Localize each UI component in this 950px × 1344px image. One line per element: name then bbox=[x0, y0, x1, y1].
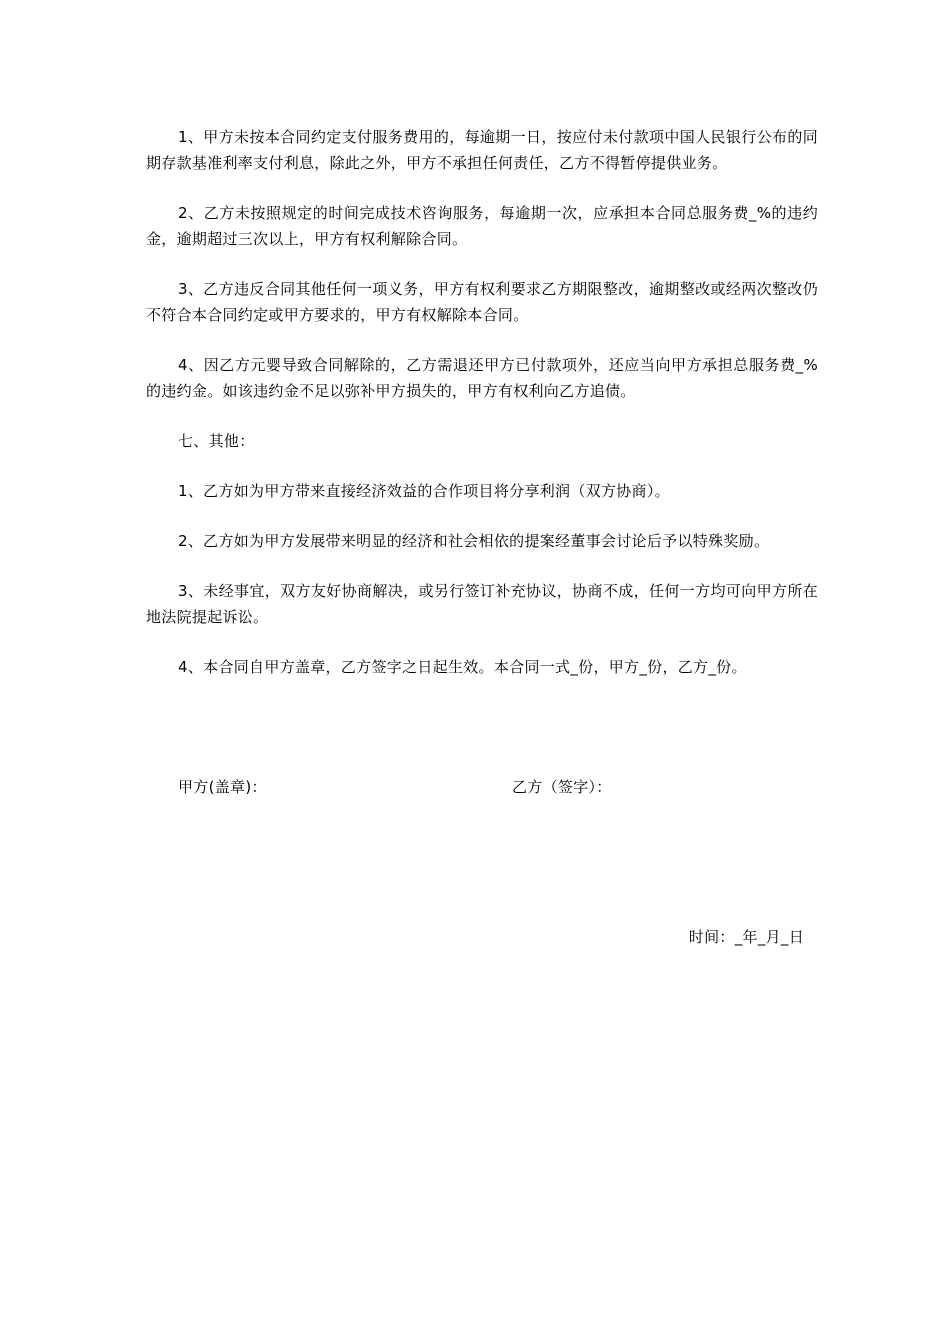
breach-clause-3: 3、乙方违反合同其他任何一项义务，甲方有权利要求乙方期限整改，逾期整改或经两次整改仍不符合本合同约定或甲方要求的，甲方有权解除本合同。 bbox=[146, 280, 818, 324]
other-clause-4: 4、本合同自甲方盖章，乙方签字之日起生效。本合同一式_份，甲方_份，乙方_份。 bbox=[178, 658, 747, 676]
contract-body bbox=[146, 124, 818, 704]
date-line: 时间：_年_月_日 bbox=[688, 928, 804, 946]
other-clause-1: 1、乙方如为甲方带来直接经济效益的合作项目将分享利润（双方协商）。 bbox=[178, 482, 670, 500]
party-a-signature-label: 甲方(盖章)： bbox=[178, 778, 267, 796]
party-b-signature-label: 乙方（签字）： bbox=[512, 778, 612, 796]
breach-clause-2: 2、乙方未按照规定的时间完成技术咨询服务，每逾期一次，应承担本合同总服务费_%的违约金，逾期超过三次以上，甲方有权利解除合同。 bbox=[146, 204, 818, 248]
other-clause-3: 3、未经事宜，双方友好协商解决，或另行签订补充协议，协商不成，任何一方均可向甲方所在地法院提起诉讼。 bbox=[146, 582, 818, 626]
section-other-heading: 七、其他： bbox=[178, 432, 255, 450]
breach-clause-1: 1、甲方未按本合同约定支付服务费用的，每逾期一日，按应付未付款项中国人民银行公布的同期存款基准利率支付利息，除此之外，甲方不承担任何责任，乙方不得暂停提供业务。 bbox=[146, 128, 818, 172]
breach-clause-4: 4、因乙方元婴导致合同解除的，乙方需退还甲方已付款项外，还应当向甲方承担总服务费_%的违约金。如该违约金不足以弥补甲方损失的，甲方有权利向乙方追债。 bbox=[146, 356, 818, 400]
other-clause-2: 2、乙方如为甲方发展带来明显的经济和社会相依的提案经董事会讨论后予以特殊奖励。 bbox=[178, 532, 770, 550]
